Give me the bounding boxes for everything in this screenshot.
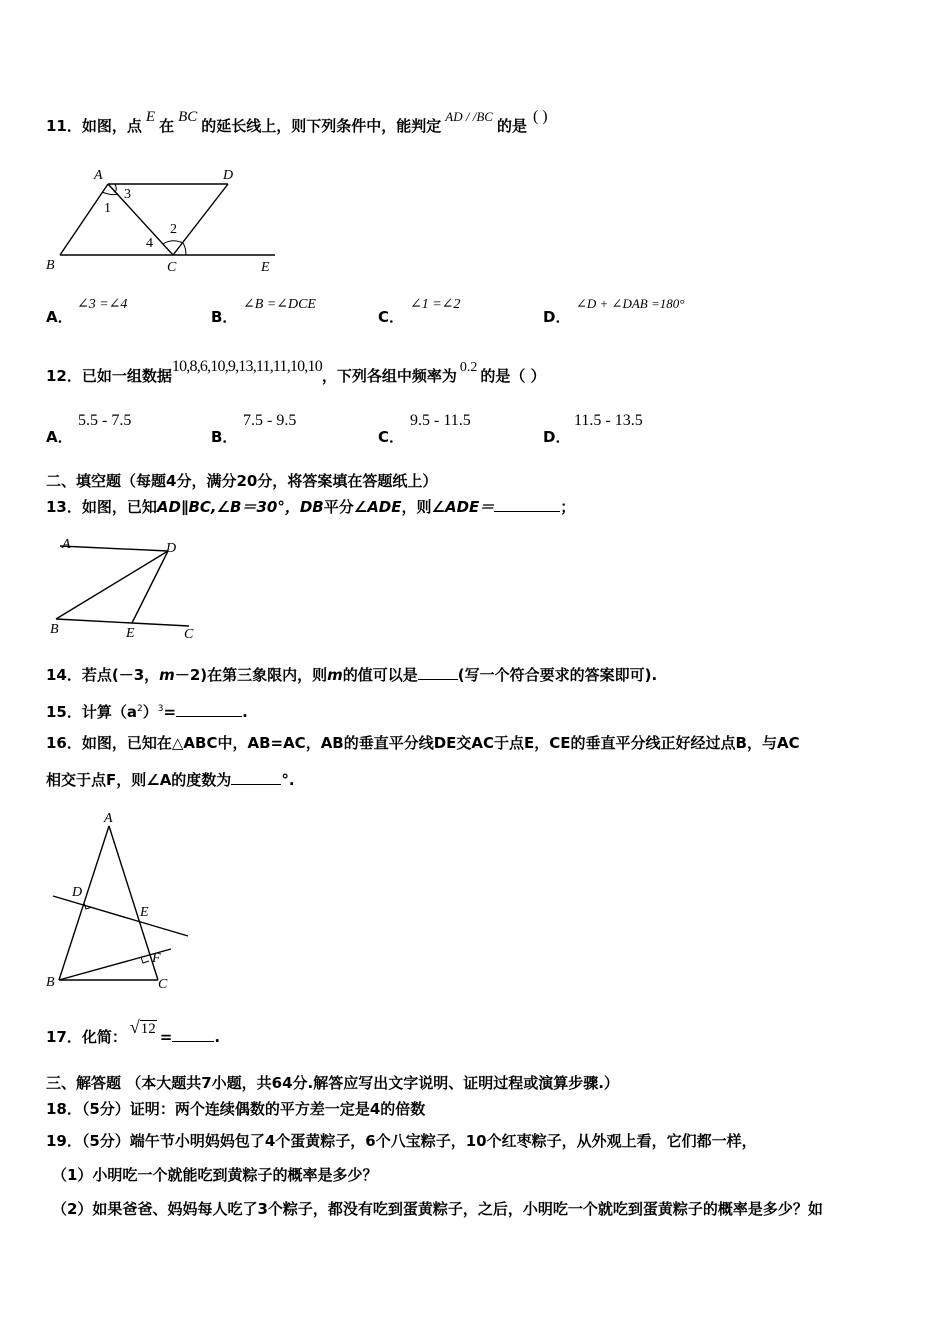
q17-sqrt <box>130 1017 157 1039</box>
q16-text-2: 相交于点F，则∠A的度数为 <box>46 771 232 789</box>
section-3-heading: 三、解答题 （本大题共7小题，共64分.解答应写出文字说明、证明过程或演算步骤.） <box>46 1074 619 1092</box>
q16-line-2 <box>46 770 295 790</box>
q11-answer-paren: ( ) <box>532 108 548 125</box>
q12-option-a-letter[interactable]: A． <box>46 428 73 446</box>
q11-option-d-letter[interactable]: D． <box>543 308 571 326</box>
q11-line-ab <box>60 184 108 255</box>
q12-frequency: 0.2 <box>459 360 478 375</box>
q11-number: 11． <box>46 117 82 135</box>
q16-figure <box>40 808 200 993</box>
q13-ask: ∠ADE＝ <box>431 498 495 516</box>
q16-label-d: D <box>72 885 83 900</box>
q11-label-b: B <box>46 258 55 273</box>
q11-text-3: 的延长线上，则下列条件中，能判定 <box>201 117 442 135</box>
q11-text-4: 的是 <box>496 117 527 135</box>
section-2-heading: 二、填空题（每题4分，满分20分，将答案填在答题纸上） <box>46 472 438 490</box>
q13-line-ad <box>60 546 168 551</box>
q16-text-3: °. <box>281 771 295 789</box>
q11-label-1: 1 <box>104 201 111 216</box>
q11-option-d-text: ∠D + ∠DAB =180° <box>576 296 685 311</box>
q16-line-1 <box>46 733 800 753</box>
q12-option-c-text: 9.5 - 11.5 <box>410 412 471 429</box>
q13-line-bc <box>56 619 189 626</box>
q15-text-1: 计算（a <box>81 703 137 721</box>
q14-m-2: m <box>327 666 343 684</box>
q14-text-1: 若点(－3， <box>81 666 160 684</box>
q14-end: (写一个符合要求的答案即可). <box>457 666 658 684</box>
q13-angle: ∠ADE <box>353 498 402 516</box>
radical-sign-icon: √ <box>129 1017 140 1037</box>
q11-option-b-letter[interactable]: B． <box>211 308 238 326</box>
q11-option-c-letter[interactable]: C． <box>378 308 405 326</box>
q18-stem <box>46 1099 425 1119</box>
q16-number: 16． <box>46 734 82 752</box>
q17-end: . <box>214 1028 221 1046</box>
q16-label-b: B <box>46 975 55 990</box>
q15-exponent-inner: 2 <box>137 704 143 714</box>
q17-number: 17． <box>46 1028 82 1046</box>
q11-label-3: 3 <box>124 187 131 202</box>
q12-stem <box>46 358 546 388</box>
q13-label-d: D <box>166 541 177 556</box>
q17-text-1: 化简： <box>81 1028 127 1046</box>
q19-number: 19． <box>46 1132 82 1150</box>
q11-label-c: C <box>167 260 177 275</box>
q13-number: 13． <box>46 498 82 516</box>
q11-figure <box>40 160 290 280</box>
q18-number: 18． <box>46 1100 82 1118</box>
q14-text-3: 的值可以是 <box>342 666 418 684</box>
q13-end: ； <box>560 498 576 516</box>
q12-option-b-text: 7.5 - 9.5 <box>243 412 297 429</box>
q13-text-3: ，则 <box>401 498 432 516</box>
q12-text-2: ，下列各组中频率为 <box>321 367 457 385</box>
q12-text-3: 的是（ ） <box>480 367 546 385</box>
q16-line-de <box>53 896 188 936</box>
q15-equals: = <box>163 703 177 721</box>
q11-option-a-letter[interactable]: A． <box>46 308 73 326</box>
q12-option-a-text: 5.5 - 7.5 <box>78 412 132 429</box>
q16-line-ac <box>109 826 158 980</box>
q11-label-4: 4 <box>146 236 153 251</box>
q19-sub-1: （1）小明吃一个就能吃到黄粽子的概率是多少？ <box>52 1166 378 1184</box>
q11-segment-bc: BC <box>178 109 198 125</box>
q11-stem <box>46 108 548 137</box>
q12-number: 12． <box>46 367 82 385</box>
q13-figure <box>44 534 204 644</box>
q15-number: 15． <box>46 703 82 721</box>
q18-text: （5分）证明：两个连续偶数的平方差一定是4的倍数 <box>81 1100 426 1118</box>
q17-equals: = <box>159 1028 173 1046</box>
q16-label-e: E <box>140 905 149 920</box>
q16-right-angle-f <box>141 957 149 963</box>
q11-label-d: D <box>223 168 234 183</box>
q15-answer-blank[interactable] <box>176 702 242 717</box>
q16-answer-blank[interactable] <box>231 770 281 785</box>
q16-text-1: 如图，已知在△ABC中，AB=AC，AB的垂直平分线DE交AC于点E，CE的垂直平分线正好经过点B，与AC <box>81 734 800 752</box>
q11-point-e: E <box>145 109 156 125</box>
q15-exponent-outer: 3 <box>157 704 164 714</box>
q13-label-e: E <box>126 626 135 641</box>
q14-number: 14． <box>46 666 82 684</box>
q11-label-e: E <box>261 260 270 275</box>
q19-text: （5分）端午节小明妈妈包了4个蛋黄粽子，6个八宝粽子，10个红枣粽子，从外观上看，它们都一样， <box>81 1132 757 1150</box>
q12-data-list: 10,8,6,10,9,13,11,11,10,10 <box>171 358 322 375</box>
q12-option-d-text: 11.5 - 13.5 <box>574 412 643 429</box>
q13-stem <box>46 497 575 517</box>
q19-sub-2: （2）如果爸爸、妈妈每人吃了3个粽子，都没有吃到蛋黄粽子，之后，小明吃一个就吃到蛋黄粽子的概率是多少？如 <box>52 1200 823 1218</box>
q14-m: m <box>159 666 175 684</box>
q15-end: . <box>242 703 248 721</box>
q11-parallel-expr: AD / /BC <box>445 109 493 124</box>
q17-stem <box>46 1017 221 1048</box>
q11-line-dc <box>173 184 228 255</box>
q11-option-b-text: ∠B =∠DCE <box>243 297 316 312</box>
q13-condition: AD∥BC,∠B＝30°，DB <box>156 498 324 516</box>
q13-text-1: 如图，已知 <box>81 498 157 516</box>
q19-stem <box>46 1131 757 1151</box>
q13-answer-blank[interactable] <box>494 497 560 512</box>
q14-answer-blank[interactable] <box>418 665 458 680</box>
q12-text-1: 已如一组数据 <box>81 367 172 385</box>
q13-label-a: A <box>62 537 71 552</box>
q11-label-2: 2 <box>170 222 177 237</box>
q12-option-d-letter[interactable]: D． <box>543 428 571 446</box>
q16-label-f: F <box>152 951 161 966</box>
q11-text-1: 如图，点 <box>81 117 142 135</box>
q17-answer-blank[interactable] <box>172 1027 214 1042</box>
q12-option-c-letter[interactable]: C． <box>378 428 405 446</box>
q13-label-b: B <box>50 622 59 637</box>
q11-text-2: 在 <box>159 117 175 135</box>
q17-radicand: 12 <box>140 1021 156 1037</box>
q16-label-a: A <box>104 811 113 826</box>
q14-text-2: －2)在第三象限内，则 <box>174 666 328 684</box>
q13-label-c: C <box>184 627 194 642</box>
q11-option-c-text: ∠1 =∠2 <box>410 297 461 312</box>
q11-label-a: A <box>94 168 103 183</box>
q14-stem <box>46 665 657 685</box>
q13-text-2: 平分 <box>323 498 354 516</box>
q15-text-2: ） <box>142 703 158 721</box>
q12-option-b-letter[interactable]: B． <box>211 428 238 446</box>
q16-label-c: C <box>158 977 168 992</box>
q15-stem <box>46 699 248 722</box>
q11-option-a-text: ∠3 =∠4 <box>77 297 128 312</box>
